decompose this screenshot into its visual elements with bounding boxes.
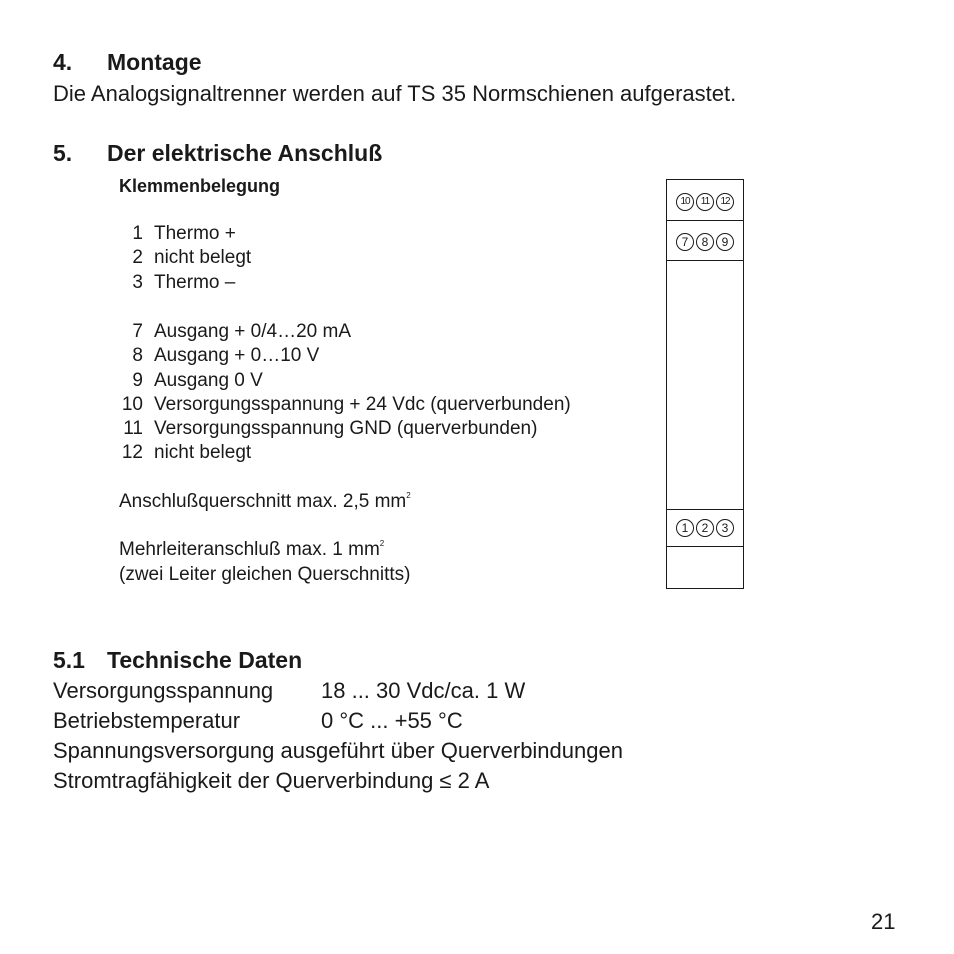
terminal-7-icon: 7 (676, 233, 694, 251)
terminal-3-icon: 3 (716, 519, 734, 537)
terminal-row: 11 Versorgungsspannung GND (querverbunden) (123, 418, 538, 440)
tech-data-row: Versorgungsspannung 18 ... 30 Vdc/ca. 1 W (53, 678, 526, 703)
module-divider (667, 260, 743, 261)
terminal-12-icon: 12 (716, 193, 734, 211)
module-divider (667, 220, 743, 221)
terminal-list-group-1 (119, 222, 251, 295)
module-divider (667, 546, 743, 547)
terminal-10-icon: 10 (676, 193, 694, 211)
tech-data-table (53, 678, 623, 798)
terminal-assignment-subheading: Klemmenbelegung (119, 176, 281, 196)
section-5-1-heading (53, 647, 303, 674)
terminal-row-1-3 (667, 519, 743, 537)
section-5-1-number: 5.1 (53, 647, 85, 673)
terminal-module-diagram (666, 179, 744, 589)
terminal-row-10-12 (667, 193, 743, 211)
terminal-row: 8 Ausgang + 0…10 V (132, 345, 320, 367)
section-4-title: Montage (107, 49, 202, 75)
tech-data-row: Betriebstemperatur 0 °C ... +55 °C (53, 708, 463, 733)
multi-conductor-note: Mehrleiteranschluß max. 1 $mm^2$ (119, 538, 385, 560)
terminal-row: 1 Thermo + (132, 223, 236, 244)
terminal-row: 9 Ausgang 0 V (132, 369, 263, 391)
terminal-row-7-9 (667, 233, 743, 251)
tech-data-line: Stromtragfähigkeit der Querverbindung ≤ 2 A (53, 768, 490, 793)
section-5-1-title: Technische Daten (107, 647, 303, 673)
terminal-1-icon: 1 (676, 519, 694, 537)
section-4-heading (53, 49, 202, 76)
terminal-list-group-2 (119, 320, 571, 466)
terminal-row: 7 Ausgang + 0/4…20 mA (132, 321, 351, 342)
terminal-8-icon: 8 (696, 233, 714, 251)
terminal-row: 3 Thermo – (132, 271, 236, 293)
multi-conductor-detail: (zwei Leiter gleichen Querschnitts) (119, 564, 411, 585)
terminal-row: 12 nicht belegt (121, 442, 252, 464)
section-5-number: 5. (53, 140, 73, 166)
section-5-title: Der elektrische Anschluß (107, 140, 383, 166)
terminal-2-icon: 2 (696, 519, 714, 537)
page-number: 21 (871, 909, 896, 934)
tech-data-line: Spannungsversorgung ausgeführt über Querverbindungen (53, 738, 623, 763)
cross-section-note: Anschlußquerschnitt max. 2,5 $mm^2$ (119, 490, 411, 512)
terminal-row: 10 Versorgungsspannung + 24 Vdc (querverbunden) (121, 393, 571, 415)
section-4-number: 4. (53, 49, 73, 75)
terminal-9-icon: 9 (716, 233, 734, 251)
section-4-text: Die Analogsignaltrenner werden auf TS 35 Normschienen aufgerastet. (53, 81, 737, 106)
section-5-heading (53, 140, 383, 167)
module-divider (667, 509, 743, 510)
terminal-11-icon: 11 (696, 193, 714, 211)
terminal-row: 2 nicht belegt (132, 247, 252, 269)
